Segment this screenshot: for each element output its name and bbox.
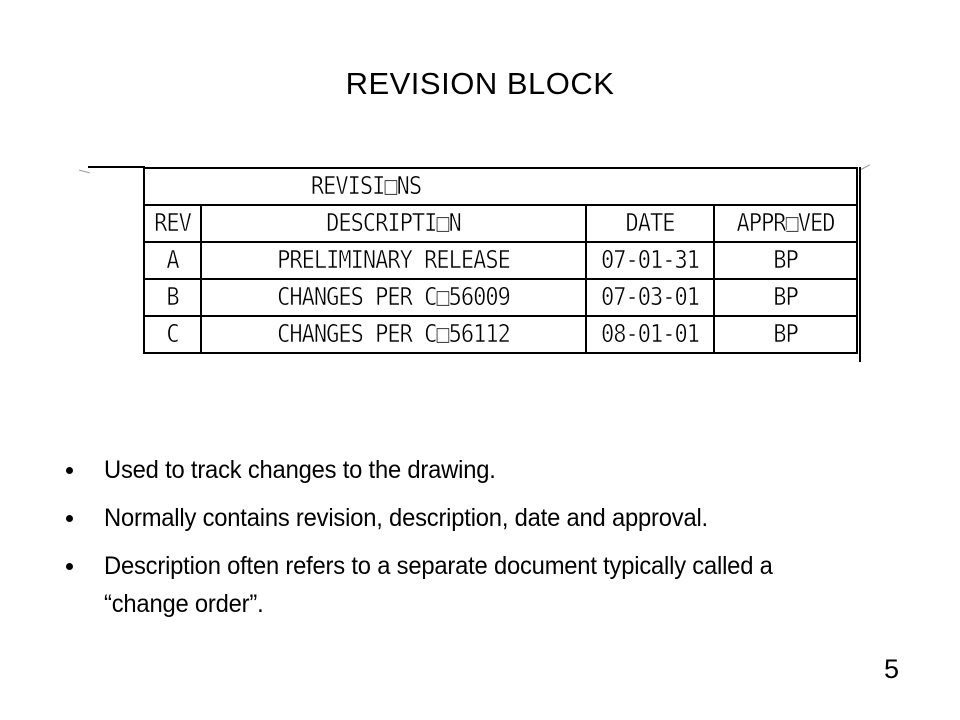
column-header-description: DESCRIPTI□N	[201, 205, 586, 242]
bullet-text: “change order”.	[104, 590, 264, 618]
approved-cell: BP	[714, 316, 857, 353]
table-title: REVISI□NS	[310, 172, 422, 201]
page-title: REVISION BLOCK	[345, 66, 615, 101]
bullet-item	[66, 547, 808, 623]
sheet-border-line-left	[88, 166, 145, 168]
bullet-text: Description often refers to a separate document typically called a	[104, 552, 773, 580]
bullet-list	[66, 451, 808, 633]
table-row	[144, 316, 857, 353]
bullet-icon	[66, 563, 73, 570]
description-cell: CHANGES PER C□56009	[201, 279, 586, 316]
approved-cell: BP	[714, 279, 857, 316]
rev-cell: B	[144, 279, 201, 316]
sheet-border-tick-right	[861, 164, 870, 170]
page-number: 5	[884, 654, 900, 684]
approved-cell: BP	[714, 242, 857, 279]
date-cell: 07-01-31	[586, 242, 714, 279]
bullet-item	[66, 451, 808, 489]
bullet-text: Normally contains revision, description, date and approval.	[104, 504, 708, 532]
rev-cell: A	[144, 242, 201, 279]
table-title-row	[144, 168, 857, 205]
description-cell: CHANGES PER C□56112	[201, 316, 586, 353]
bullet-icon	[66, 467, 73, 474]
sheet-border-tick-left	[79, 170, 90, 174]
column-header-approved: APPR□VED	[714, 205, 857, 242]
rev-cell: C	[144, 316, 201, 353]
table-row	[144, 279, 857, 316]
bullet-icon	[66, 515, 73, 522]
column-header-rev: REV	[144, 205, 201, 242]
date-cell: 07-03-01	[586, 279, 714, 316]
table-row	[144, 242, 857, 279]
bullet-text: Used to track changes to the drawing.	[104, 456, 496, 484]
table-title-cell	[144, 168, 857, 205]
bullet-item	[66, 499, 808, 537]
column-header-date: DATE	[586, 205, 714, 242]
sheet-border-line-right	[859, 167, 861, 362]
revision-table	[143, 167, 858, 354]
table-header-row	[144, 205, 857, 242]
description-cell: PRELIMINARY RELEASE	[201, 242, 586, 279]
date-cell: 08-01-01	[586, 316, 714, 353]
